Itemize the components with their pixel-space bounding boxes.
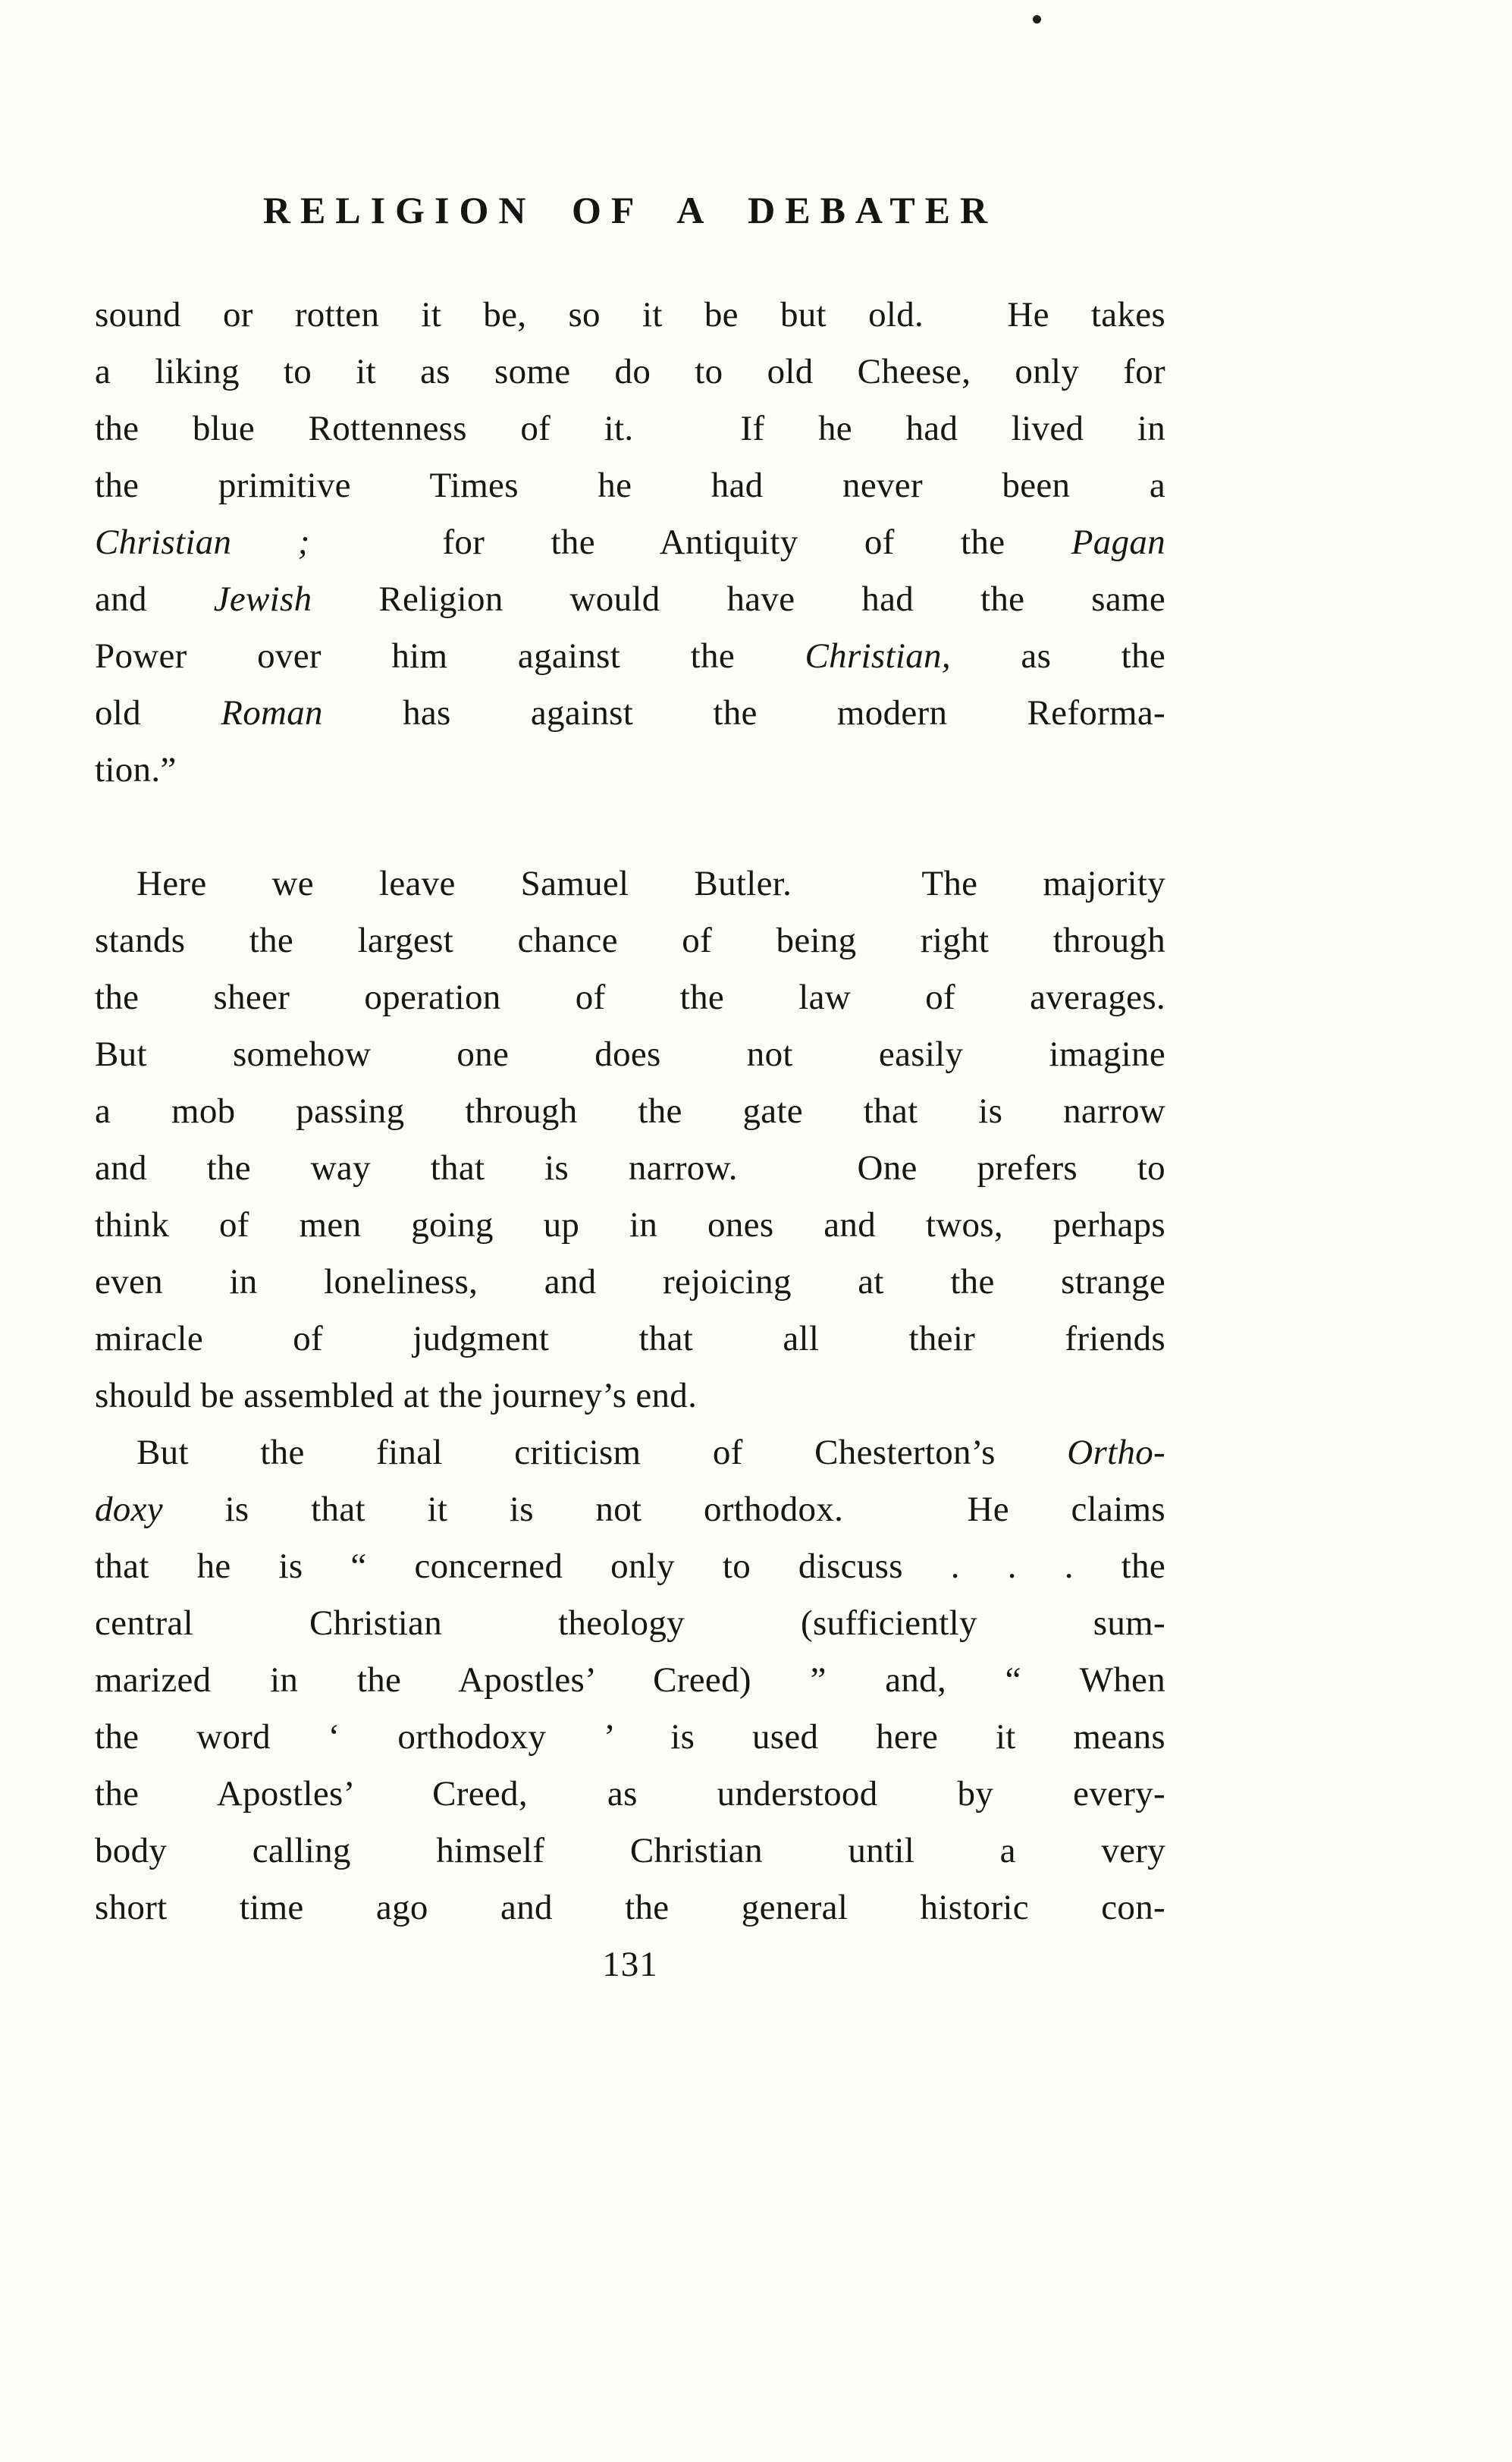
paragraph — [95, 856, 1165, 1424]
text-line — [95, 1140, 1165, 1197]
text-segment: has against the modern Reforma- — [322, 693, 1165, 733]
text-block — [95, 191, 1165, 1993]
text-line — [95, 1311, 1165, 1368]
text-segment: But the final criticism of Chesterton’s — [136, 1433, 1068, 1472]
italic-text-segment: Roman — [221, 693, 323, 733]
text-line — [95, 1538, 1165, 1595]
text-line — [95, 1766, 1165, 1823]
text-line — [95, 685, 1165, 742]
text-segment: a liking to it as some do to old Cheese, only for — [95, 352, 1165, 391]
italic-text-segment: Ortho- — [1067, 1433, 1165, 1472]
text-line — [95, 1197, 1165, 1254]
italic-text-segment: Christian ; — [95, 523, 310, 562]
text-segment: But somehow one does not easily imagine — [95, 1035, 1165, 1074]
text-segment: stands the largest chance of being right through — [95, 921, 1165, 960]
paragraph — [95, 287, 1165, 799]
text-segment: miracle of judgment that all their friends — [95, 1319, 1165, 1358]
text-segment: should be assembled at the journey’s end. — [95, 1376, 698, 1415]
text-segment: sound or rotten it be, so it be but old. He takes — [95, 295, 1165, 334]
text-line — [95, 1083, 1165, 1140]
text-line — [95, 1595, 1165, 1652]
italic-text-segment: Jewish — [213, 579, 312, 619]
text-segment: even in loneliness, and rejoicing at the strange — [95, 1262, 1165, 1302]
text-segment: the Apostles’ Creed, as understood by every- — [95, 1774, 1165, 1814]
text-segment: Here we leave Samuel Butler. The majority — [136, 864, 1165, 903]
text-line — [95, 344, 1165, 400]
text-segment: old — [95, 693, 221, 733]
text-segment: the blue Rottenness of it. If he had lived in — [95, 409, 1165, 448]
text-segment: central Christian theology (sufficiently sum- — [95, 1603, 1165, 1643]
text-line — [95, 1026, 1165, 1083]
text-segment: that he is “ concerned only to discuss . . . the — [95, 1547, 1165, 1586]
text-line — [95, 912, 1165, 969]
text-segment: think of men going up in ones and twos, perhaps — [95, 1205, 1165, 1245]
text-segment: marized in the Apostles’ Creed) ” and, “ When — [95, 1660, 1165, 1700]
text-segment: as the — [950, 636, 1166, 676]
text-segment: for the Antiquity of the — [309, 523, 1071, 562]
text-line — [95, 1424, 1165, 1481]
text-line — [95, 969, 1165, 1026]
text-line — [95, 856, 1165, 912]
text-line — [95, 457, 1165, 514]
text-line — [95, 287, 1165, 344]
text-line — [95, 1368, 1165, 1424]
text-line — [95, 742, 1165, 799]
page-number: 131 — [602, 1945, 658, 1984]
paragraph — [95, 1424, 1165, 1936]
text-segment: the sheer operation of the law of averages. — [95, 978, 1165, 1017]
italic-text-segment: doxy — [95, 1490, 163, 1529]
text-line — [95, 1879, 1165, 1936]
text-segment: the word ‘ orthodoxy ’ is used here it means — [95, 1717, 1165, 1757]
text-line — [95, 400, 1165, 457]
text-segment: and — [95, 579, 214, 619]
text-line — [95, 1254, 1165, 1311]
text-segment: a mob passing through the gate that is narrow — [95, 1091, 1165, 1131]
page-body — [95, 287, 1165, 1936]
text-line — [95, 628, 1165, 685]
text-segment: Religion would have had the same — [312, 579, 1166, 619]
text-line — [95, 1652, 1165, 1709]
text-segment: short time ago and the general historic con- — [95, 1888, 1165, 1927]
text-segment: the primitive Times he had never been a — [95, 466, 1165, 505]
text-line — [95, 1709, 1165, 1766]
italic-text-segment: Christian, — [805, 636, 951, 676]
text-segment: and the way that is narrow. One prefers to — [95, 1148, 1165, 1188]
text-line — [95, 514, 1165, 571]
text-segment: tion.” — [95, 750, 177, 790]
running-head: RELIGION OF A DEBATER — [262, 189, 998, 231]
text-line — [95, 571, 1165, 628]
italic-text-segment: Pagan — [1071, 523, 1165, 562]
text-segment: is that it is not orthodox. He claims — [162, 1490, 1165, 1529]
text-segment: body calling himself Christian until a very — [95, 1831, 1165, 1870]
text-line — [95, 1823, 1165, 1879]
text-segment: Power over him against the — [95, 636, 805, 676]
ink-dot — [1033, 15, 1041, 24]
text-line — [95, 1481, 1165, 1538]
